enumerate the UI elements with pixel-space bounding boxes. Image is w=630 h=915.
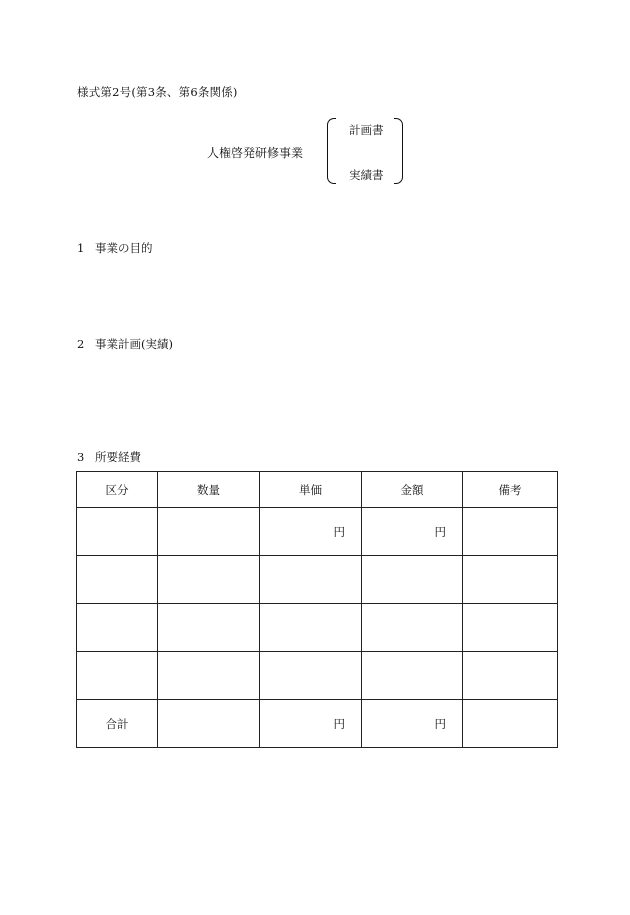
amount-cell[interactable]	[362, 652, 463, 700]
total-quantity-cell[interactable]	[158, 700, 260, 748]
total-remarks-cell[interactable]	[463, 700, 558, 748]
amount-cell[interactable]: 円	[362, 508, 463, 556]
remarks-cell[interactable]	[463, 604, 558, 652]
category-cell[interactable]	[77, 556, 158, 604]
section-label: 事業の目的	[95, 241, 153, 255]
unit-price-cell[interactable]: 円	[260, 508, 362, 556]
table-header-row	[77, 472, 558, 508]
remarks-cell[interactable]	[463, 652, 558, 700]
table-row	[77, 652, 558, 700]
remarks-cell[interactable]	[463, 508, 558, 556]
section-purpose	[77, 240, 153, 256]
category-cell[interactable]	[77, 508, 158, 556]
title-option-result: 実績書	[349, 168, 384, 182]
amount-cell[interactable]	[362, 556, 463, 604]
title-main: 人権啓発研修事業	[207, 146, 304, 160]
section-number: 1	[77, 241, 85, 255]
header-remarks: 備考	[463, 472, 558, 508]
unit-price-cell[interactable]	[260, 604, 362, 652]
header-unit-price: 単価	[260, 472, 362, 508]
table-row	[77, 604, 558, 652]
section-expenses	[77, 449, 141, 465]
table-row	[77, 556, 558, 604]
category-cell[interactable]	[77, 604, 158, 652]
category-cell[interactable]	[77, 652, 158, 700]
unit-price-cell[interactable]	[260, 652, 362, 700]
header-category: 区分	[77, 472, 158, 508]
quantity-cell[interactable]	[158, 652, 260, 700]
quantity-cell[interactable]	[158, 508, 260, 556]
document-title	[207, 118, 407, 188]
section-number: 3	[77, 450, 85, 464]
amount-cell[interactable]	[362, 604, 463, 652]
table-row	[77, 508, 558, 556]
quantity-cell[interactable]	[158, 556, 260, 604]
table-total-row	[77, 700, 558, 748]
section-plan	[77, 336, 173, 352]
total-unit-price-cell[interactable]: 円	[260, 700, 362, 748]
section-number: 2	[77, 337, 85, 351]
unit-price-cell[interactable]	[260, 556, 362, 604]
title-options	[327, 118, 407, 188]
total-amount-cell[interactable]: 円	[362, 700, 463, 748]
quantity-cell[interactable]	[158, 604, 260, 652]
section-label: 所要経費	[95, 450, 141, 464]
title-option-plan: 計画書	[349, 123, 384, 137]
header-quantity: 数量	[158, 472, 260, 508]
form-number: 様式第2号(第3条、第6条関係)	[77, 85, 238, 99]
header-amount: 金額	[362, 472, 463, 508]
section-label: 事業計画(実績)	[95, 337, 173, 351]
expense-table	[76, 471, 558, 748]
right-bracket	[394, 118, 403, 184]
total-label-cell: 合計	[77, 700, 158, 748]
left-bracket	[327, 118, 336, 184]
remarks-cell[interactable]	[463, 556, 558, 604]
